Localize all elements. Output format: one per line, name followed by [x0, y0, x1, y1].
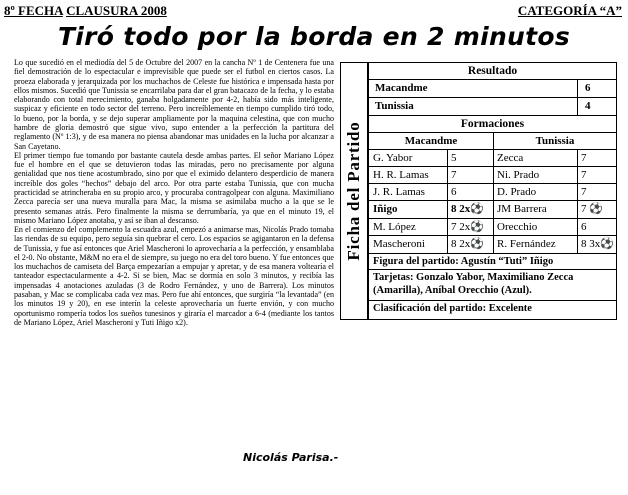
player-row	[369, 219, 616, 236]
player-rating: 7	[581, 152, 587, 164]
player-name: J. R. Lamas	[373, 186, 425, 198]
formaciones-team-header	[369, 133, 616, 150]
team-header-left: Macandme	[404, 135, 458, 147]
player-name: R. Fernández	[497, 238, 556, 250]
fecha-label	[4, 3, 167, 19]
player-rating: 8 2x⚽	[451, 238, 484, 250]
page-header	[4, 3, 622, 19]
player-rating: 8 3x⚽	[581, 238, 614, 250]
team-header-right: Tunissia	[535, 135, 575, 147]
player-name: Orecchio	[497, 221, 538, 233]
player-rating: 7	[581, 186, 587, 198]
article-paragraph: Lo que sucedió en el mediodía del 5 de Octubre del 2007 en la cancha Nº 1 de Centenera fue una fiel demostración de lo espectacular e imprevisible que puede ser el futbol en ciertos casos. La proeza elaborada y jerarquizada por los muchachos de Celeste fue histórica e impensada hasta por ellos mismos. Sucedió que Tunissia se encarrilaba para dar el gran batacazo de la fecha, y lo estaba elaborando con total merecimiento, ganaba holgadamente por 4-2, había sido más inteligente, suspicaz y eficiente en todo sector del terreno. Pero increíblemente en tiempo cumplido tiró todo, lo bueno, por la borda, y se dejo superar ampliamente por la maquina celestina, que con mucho hambre de gloria demostró que sigue vivo, supo entender a la perfección la partitura del reglamento (Nº 1:3), y de esa manera no piensa abandonar mas unidades en la lucha por alcanzar a San Cayetano.	[14, 58, 334, 151]
article-body	[14, 58, 334, 448]
player-name: Iñigo	[373, 203, 398, 215]
player-name: Mascheroni	[373, 238, 425, 250]
ficha-sidebar	[340, 62, 368, 320]
article-paragraph: El primer tiempo fue tomando por bastante cautela desde ambas partes. El señor Mariano López fue el hombre en el que se detuvieron todas las miradas, pero no precisamente por alguna genialidad que nos tiene acostumbrado, sino por que el eximido delantero desperdicio de manera increíble dos goles “hechos” debajo del arco. Por otra parte estaba Tunissia, que con mucha practicidad se atrincheraba en su propio arco, y procuraba contragolpear con alguna. Maximiliano Zecca parecía ser una nueva muralla para Mac, la misma se asimilaba mucho a la que se le presento semanas atrás. Pero finalmente la misma se derrumbaría, ya que en el minuto 19, el mismo Mariano López anotaba, y así se iban al descanso.	[14, 150, 334, 225]
player-row	[369, 201, 616, 219]
player-rating: 6	[451, 186, 457, 198]
player-row	[369, 184, 616, 201]
player-name: Ni. Prado	[497, 169, 540, 181]
clasificacion-row: Clasificación del partido: Excelente	[373, 303, 532, 314]
resultado-goals: 4	[585, 100, 591, 112]
resultado-team: Macandme	[375, 82, 428, 94]
player-rating: 7 2x⚽	[451, 221, 484, 233]
categoria-label: CATEGORÍA “A”	[517, 3, 622, 18]
formaciones-title: Formaciones	[369, 116, 616, 133]
player-rating: 5	[451, 152, 457, 164]
resultado-row	[369, 98, 616, 116]
author-signature: Nicolás Parisa.-	[243, 451, 339, 464]
resultado-title: Resultado	[369, 63, 616, 80]
player-name: M. López	[373, 221, 416, 233]
tarjetas-row: Tarjetas: Gonzalo Yabor, Maximiliano Zecca (Amarilla), Aníbal Orecchio (Azul).	[369, 270, 616, 301]
torneo-name: CLAUSURA 2008	[66, 3, 167, 18]
figura-row: Figura del partido: Agustín “Tuti” Iñigo	[369, 254, 616, 270]
player-name: Zecca	[497, 152, 524, 164]
player-rating: 6	[581, 221, 587, 233]
player-name: G. Yabor	[373, 152, 413, 164]
player-row	[369, 167, 616, 184]
resultado-team: Tunissia	[375, 100, 414, 112]
player-rating: 7 ⚽	[581, 203, 603, 215]
resultado-row	[369, 80, 616, 98]
player-name: H. R. Lamas	[373, 169, 429, 181]
resultado-goals: 6	[585, 82, 591, 94]
player-row	[369, 150, 616, 167]
player-name: JM Barrera	[497, 203, 547, 215]
player-row	[369, 236, 616, 254]
player-rating: 8 2x⚽	[451, 203, 484, 215]
fecha-number: 8º FECHA	[4, 3, 63, 18]
player-rating: 7	[451, 169, 457, 181]
player-rating: 7	[581, 169, 587, 181]
article-title: Tiró todo por la borda en 2 minutos	[57, 22, 571, 51]
ficha-sidebar-title: Ficha del Partido	[344, 121, 363, 261]
ficha-table	[368, 62, 617, 320]
player-name: D. Prado	[497, 186, 537, 198]
article-paragraph: En el comienzo del complemento la escuadra azul, empezó a animarse mas, Nicolás Prado tomaba las riendas de su equipo, pero seguía sin quebrar el cero. Los espacios se agigantaron en la defensa de Tunissia, y fue así entonces que Ariel Mascheroni lo aprovecharía a la perfección, y ensamblaba el 2-0. No obstante, M&M no era el de siempre, su juego no era del toro bueno. Y fue entonces que los muchachos de camiseta del Barça empezarían a empujar y apretar, y de esa manera voltearía el tanteador espectacularmente a 4-2. Si se bien, Mac se dormía en solo 3 minutos, y recibía las impensadas 4 anotaciones azuladas (3 de Rodro Fernández, y uno de Barrera). Los minutos pasaban, y Mac se complicaba cada vez mas. Pero fue ahí entonces, que surgiría “la levantada” (en los minutos 19 y 20), en ese interín la celeste aprovecharía un fuerte envión, y con mucho oportunismo rompería todos los sueños tunesinos y giraría el marcador a 6-4 (mediante los tantos de Mariano López, Ariel Mascheroni y Tuti Iñigo x2).	[14, 225, 334, 327]
